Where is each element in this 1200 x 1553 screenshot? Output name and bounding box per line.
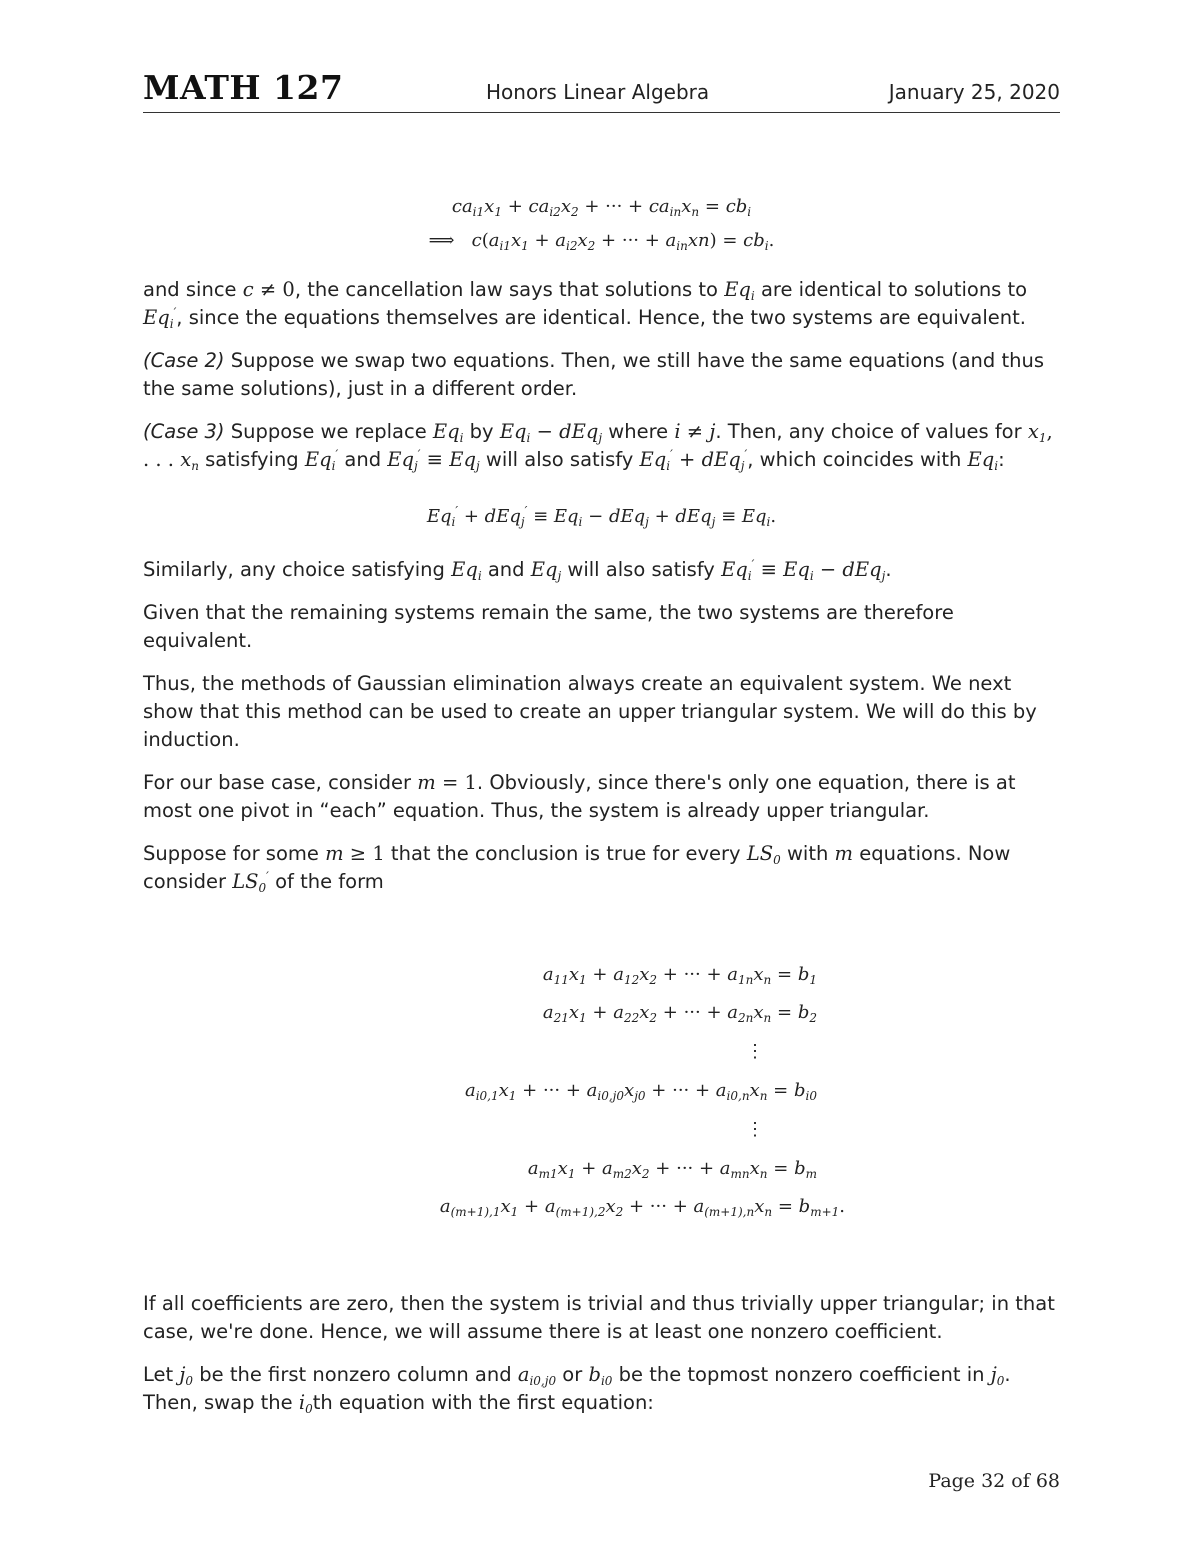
course-subject: Honors Linear Algebra bbox=[486, 80, 710, 104]
page-header bbox=[143, 66, 1060, 113]
paragraph-if-all-zero: If all coefficients are zero, then the system is trivial and thus trivially upper triangular; in that case, we're done. Hence, we will assume there is at least one nonzero coefficient. bbox=[143, 1292, 1055, 1343]
paragraph-base-case: For our base case, consider m = 1. Obviously, since there's only one equation, there is at most one pivot in “each” equation. Thus, the system is already upper triangular. bbox=[143, 771, 1016, 822]
paragraph-similarly: Similarly, any choice satisfying $Eq_i$ and $Eq_j$ will also satisfy $Eq_i' \equiv Eq_i - dEq_j$. bbox=[143, 557, 892, 583]
paragraph-let-j0: Let $j_0$ be the first nonzero column and $a_{i0,j0}$ or $b_{i0}$ be the topmost nonzero coefficient in $j_0$. Then, swap the $i_0th$ equation with the first equation: bbox=[143, 1363, 1011, 1416]
paragraph-cancellation: and since c ≠ 0, the cancellation law says that solutions to $Eq_i$ are identical to solutions to $Eq_i'$, since the equations themselves are identical. Hence, the two systems are equivalent. bbox=[143, 278, 1028, 331]
paragraph-thus: Thus, the methods of Gaussian elimination always create an equivalent system. We next show that this method can be used to create an upper triangular system. We will do this by induction. bbox=[143, 672, 1037, 751]
course-title: MATH 127 bbox=[143, 68, 344, 107]
equation-scaled-row: $ca_{i1}x_1 + ca_{i2}x_2$ + ··· + $ca_{in}x_n = cb_i$ ⟹ $c(a_{i1}x_1 + a_{i2}x_2$ + ··· + $a_{in}xn) = cb_i$. bbox=[428, 196, 775, 253]
document-body bbox=[143, 190, 1060, 1432]
equation-system: $a_{11}x_1 + a_{12}x_2$ + ··· + $a_{1n}x_n = b_1$ $a_{21}x_1 + a_{22}x_2$ + ··· + $a_{2n}x_n = b_2$ ⋮ $a_{i0,1}x_1$ + ··· + $a_{i0,j0}x_{j0}$ + ··· + $a_{i0,n}x_n = b_{i0}$ ⋮ $a_{m1}x_1 + a_{m2}x_2$ + ··· + $a_{mn}x_n = b_m$ $a_{(m+1),1}x_1 + a_{(m+1),2}x_2$ + ··· + $a_{(m+1),n}x_n = b_{m+1}$. bbox=[439, 964, 845, 1219]
equation-case-3: $Eq_i' + dEq_j' \equiv Eq_i - dEq_j + dEq_j \equiv Eq_i$. bbox=[426, 504, 777, 529]
page-number: Page 32 of 68 bbox=[928, 1470, 1060, 1492]
paragraph-case-3: (Case 3) Suppose we replace $Eq_i$ by $Eq_i - dEq_j$ where i ≠ j. Then, any choice of values for $x_1$, . . . $x_n$ satisfying $Eq_i'$ and $Eq_j' \equiv Eq_j$ will also satisfy $Eq_i' + dEq_j'$, which coincides with $Eq_i$: bbox=[143, 420, 1053, 473]
header-date: January 25, 2020 bbox=[888, 80, 1060, 104]
paragraph-given: Given that the remaining systems remain the same, the two systems are therefore equivalent. bbox=[143, 601, 954, 652]
paragraph-induction-step: Suppose for some m ≥ 1 that the conclusion is true for every $LS_0$ with m equations. Now consider $LS_0'$ of the form bbox=[143, 842, 1011, 895]
paragraph-case-2: (Case 2) Suppose we swap two equations. Then, we still have the same equations (and thus the same solutions), just in a different order. bbox=[143, 349, 1044, 400]
